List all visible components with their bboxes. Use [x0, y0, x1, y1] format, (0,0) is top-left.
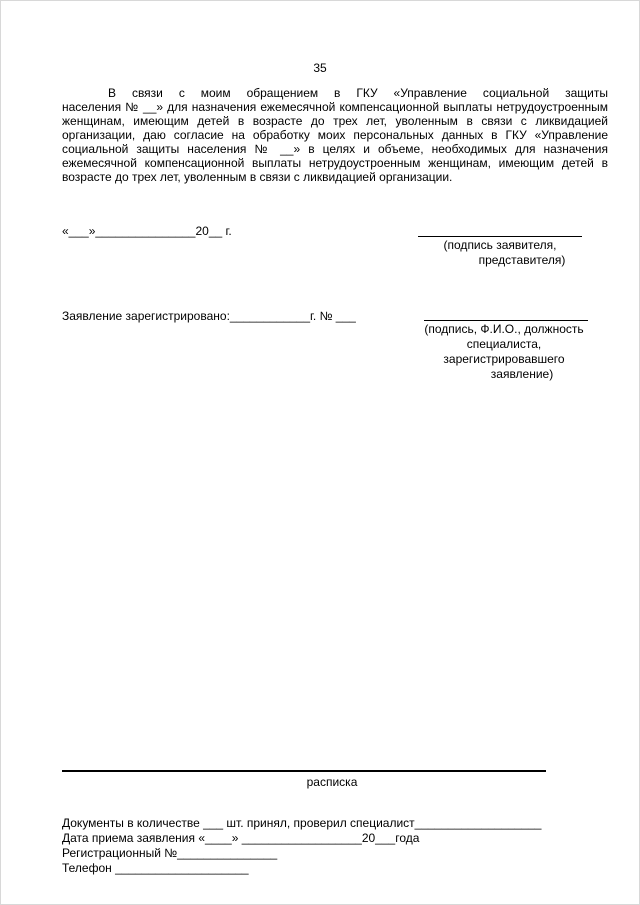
- applicant-signature-caption: [418, 238, 582, 268]
- consent-line: ежемесячной компенсационной выплаты нетрудоустроенным женщинам, имеющим детей в: [62, 156, 608, 170]
- applicant-signature-line: [418, 236, 582, 237]
- receipt-registration-number: Регистрационный №_______________: [62, 846, 278, 860]
- applicant-date-line: «___»_______________20__ г.: [62, 224, 232, 238]
- specialist-signature-line: [424, 320, 588, 321]
- page-number: 35: [313, 61, 327, 75]
- receipt-phone: Телефон ____________________: [62, 861, 249, 875]
- caption-text: заявление): [490, 367, 554, 381]
- consent-line: В связи с моим обращением в ГКУ «Управление социальной защиты: [108, 86, 608, 100]
- consent-paragraph: [62, 86, 608, 184]
- specialist-signature-caption: [414, 322, 594, 382]
- caption-text: (подпись, Ф.И.О., должность: [424, 322, 584, 336]
- caption-text: специалиста,: [466, 337, 542, 351]
- caption-text: (подпись заявителя,: [443, 238, 557, 252]
- receipt-title: расписка: [306, 775, 358, 789]
- receipt-separator: [62, 770, 546, 772]
- consent-line: организации, даю согласие на обработку моих персональных данных в ГКУ «Управление: [62, 128, 608, 142]
- consent-line: женщинам, имеющим детей в возрасте до трех лет, уволенным в связи с ликвидацией: [62, 114, 608, 128]
- consent-line: населения № __» для назначения ежемесячной компенсационной выплаты нетрудоустроенным: [62, 100, 608, 114]
- registration-line: Заявление зарегистрировано:____________г. № ___: [62, 309, 356, 323]
- receipt-documents-line: Документы в количестве ___ шт. принял, проверил специалист___________________: [62, 816, 542, 830]
- caption-text: представителя): [478, 253, 566, 267]
- caption-text: зарегистрировавшего: [443, 352, 565, 366]
- consent-line: социальной защиты населения № __» в целях и объеме, необходимых для назначения: [62, 142, 608, 156]
- consent-line: возрасте до трех лет, уволенным в связи с ликвидацией организации.: [62, 170, 453, 184]
- receipt-date-line: Дата приема заявления «____» __________________20___года: [62, 831, 420, 845]
